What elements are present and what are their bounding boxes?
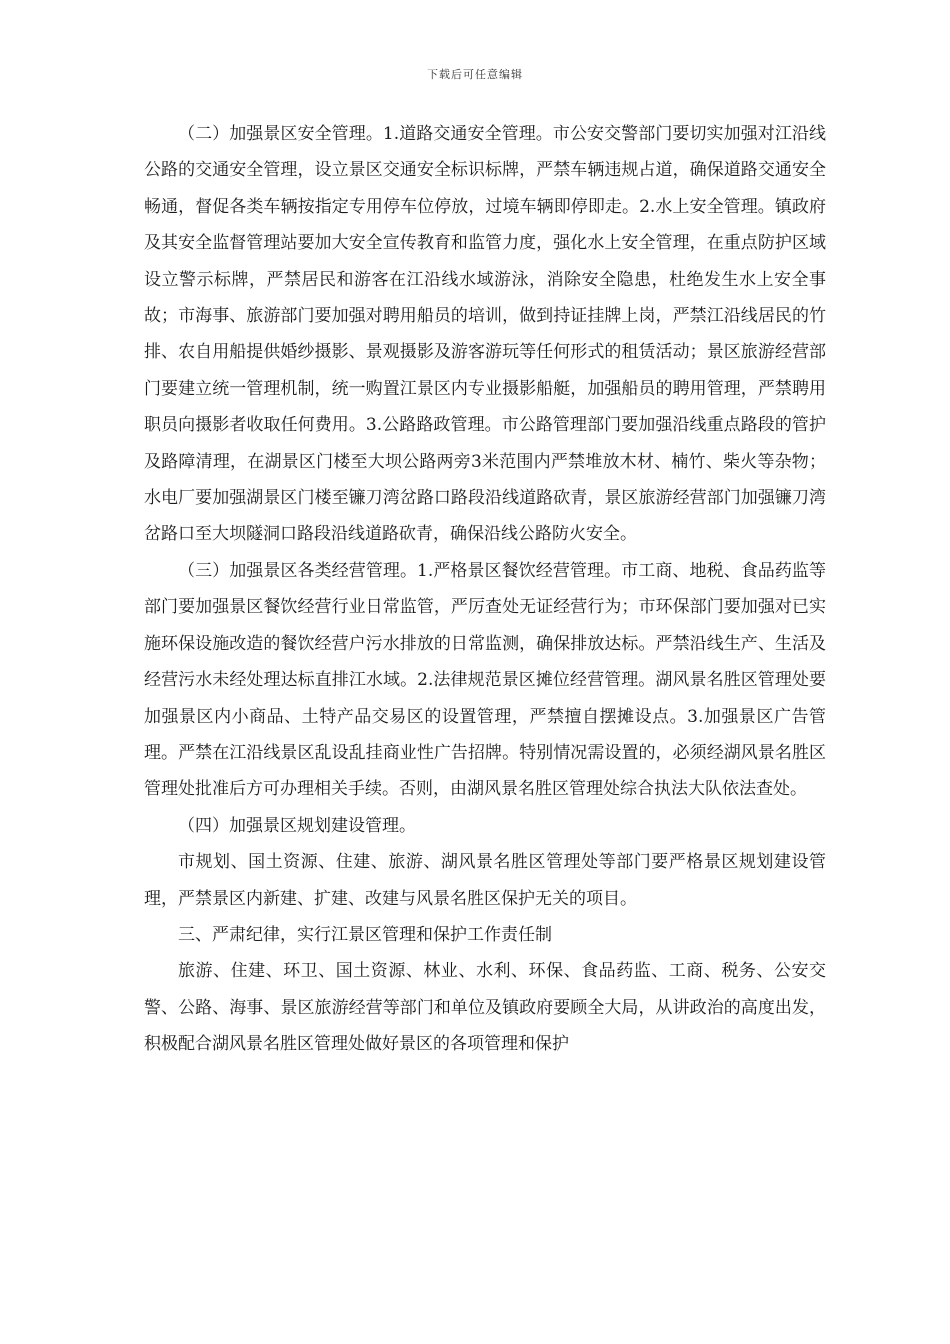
document-body	[144, 116, 826, 1063]
header-note: 下载后可任意编辑	[427, 68, 523, 81]
paragraph-planning-heading: （四）加强景区规划建设管理。	[178, 815, 416, 836]
section-heading-discipline: 三、严肃纪律，实行江景区管理和保护工作责任制	[178, 924, 552, 945]
paragraph-safety-management: （二）加强景区安全管理。1.道路交通安全管理。市公安交警部门要切实加强对江沿线公路的交通安全管理，设立景区交通安全标识标牌，严禁车辆违规占道，确保道路交通安全畅通，督促各类车辆按指定专用停车位停放，过境车辆即停即走。2.水上安全管理。镇政府及其安全监督管理站要加大安全宣传教育和监管力度，强化水上安全管理，在重点防护区域设立警示标牌，严禁居民和游客在江沿线水域游泳，消除安全隐患，杜绝发生水上安全事故；市海事、旅游部门要加强对聘用船员的培训，做到持证挂牌上岗，严禁江沿线居民的竹排、农自用船提供婚纱摄影、景观摄影及游客游玩等任何形式的租赁活动；景区旅游经营部门要建立统一管理机制，统一购置江景区内专业摄影船艇，加强船员的聘用管理，严禁聘用职员向摄影者收取任何费用。3.公路路政管理。市公路管理部门要加强沿线重点路段的管护及路障清理，在湖景区门楼至大坝公路两旁3米范围内严禁堆放木材、楠竹、柴火等杂物；水电厂要加强湖景区门楼至镰刀湾岔路口路段沿线道路砍青，景区旅游经营部门加强镰刀湾岔路口至大坝隧洞口路段沿线道路砍青，确保沿线公路防火安全。	[144, 124, 826, 545]
paragraph-responsibility: 旅游、住建、环卫、国土资源、林业、水利、环保、食品药监、工商、税务、公安交警、公路、海事、景区旅游经营等部门和单位及镇政府要顾全大局，从讲政治的高度出发，积极配合湖风景名胜区管理处做好景区的各项管理和保护	[144, 961, 826, 1055]
paragraph-planning-body: 市规划、国土资源、住建、旅游、湖风景名胜区管理处等部门要严格景区规划建设管理，严禁景区内新建、扩建、改建与风景名胜区保护无关的项目。	[144, 852, 826, 909]
paragraph-business-management: （三）加强景区各类经营管理。1.严格景区餐饮经营管理。市工商、地税、食品药监等部门要加强景区餐饮经营行业日常监管，严厉查处无证经营行为；市环保部门要加强对已实施环保设施改造的餐饮经营户污水排放的日常监测，确保排放达标。严禁沿线生产、生活及经营污水未经处理达标直排江水域。2.法律规范景区摊位经营管理。湖风景名胜区管理处要加强景区内小商品、土特产品交易区的设置管理，严禁擅自摆摊设点。3.加强景区广告管理。严禁在江沿线景区乱设乱挂商业性广告招牌。特别情况需设置的，必须经湖风景名胜区管理处批准后方可办理相关手续。否则，由湖风景名胜区管理处综合执法大队依法查处。	[144, 560, 826, 800]
